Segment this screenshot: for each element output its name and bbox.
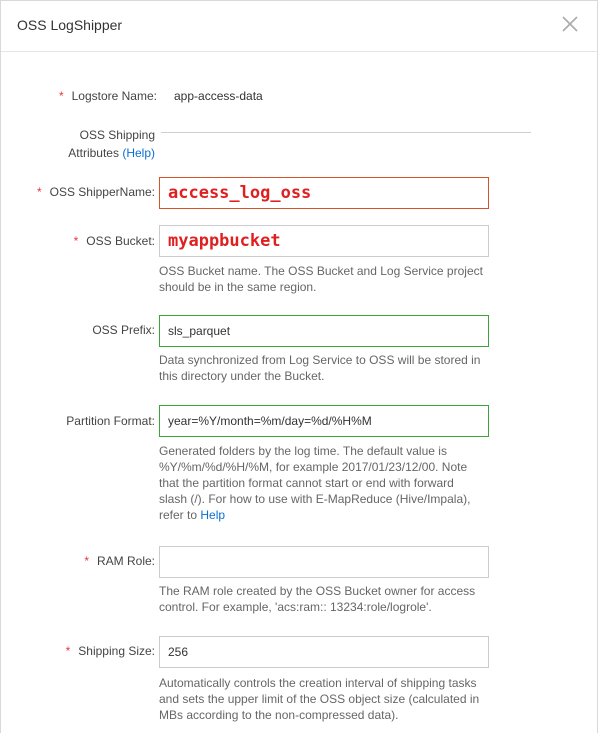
partition-label: Partition Format: [66, 414, 155, 428]
partition-help-link[interactable]: Help [200, 508, 226, 522]
section-divider [161, 132, 531, 133]
shipper-name-label: * OSS ShipperName: [36, 185, 155, 199]
prefix-label: OSS Prefix: [92, 323, 155, 337]
logstore-value: app-access-data [174, 89, 263, 103]
dialog-header [1, 1, 597, 52]
shipping-size-input[interactable] [159, 636, 489, 668]
dialog-title: OSS LogShipper [17, 17, 123, 33]
shipping-size-label: * Shipping Size: [65, 644, 155, 658]
bucket-help: OSS Bucket name. The OSS Bucket and Log Service project should be in the same region. [159, 264, 483, 294]
prefix-input[interactable] [159, 315, 489, 347]
prefix-help: Data synchronized from Log Service to OSS will be stored in this directory under the Bucket. [159, 353, 481, 383]
bucket-input[interactable] [159, 225, 489, 257]
close-icon[interactable] [559, 13, 581, 35]
partition-input[interactable] [159, 405, 489, 437]
logstore-label: * Logstore Name: [58, 89, 157, 103]
ram-role-help: The RAM role created by the OSS Bucket owner for access control. For example, 'acs:ram:: 13234:role/logrole'. [159, 584, 476, 614]
section-title-line2: Attributes (Help) [68, 146, 155, 160]
ram-role-input[interactable] [159, 546, 489, 578]
ram-role-label: * RAM Role: [84, 554, 155, 568]
section-help-link[interactable]: (Help) [122, 146, 155, 160]
partition-help: Generated folders by the log time. The default value is %Y/%m/%d/%H/%M, for example 2017/01/23/12/00. Note that the partition format cannot start or end with forward slash (/). For how to use with E-MapReduce (Hive/Impala), refer to Help [159, 444, 471, 522]
shipping-size-help: Automatically controls the creation interval of shipping tasks and sets the upper limit of the OSS object size (calculated in MBs according to the non-compressed data). [159, 676, 480, 722]
required-mark: * [58, 89, 64, 103]
bucket-label: * OSS Bucket: [73, 234, 155, 248]
section-title-line1: OSS Shipping [79, 128, 155, 142]
shipper-name-input[interactable] [159, 177, 489, 209]
